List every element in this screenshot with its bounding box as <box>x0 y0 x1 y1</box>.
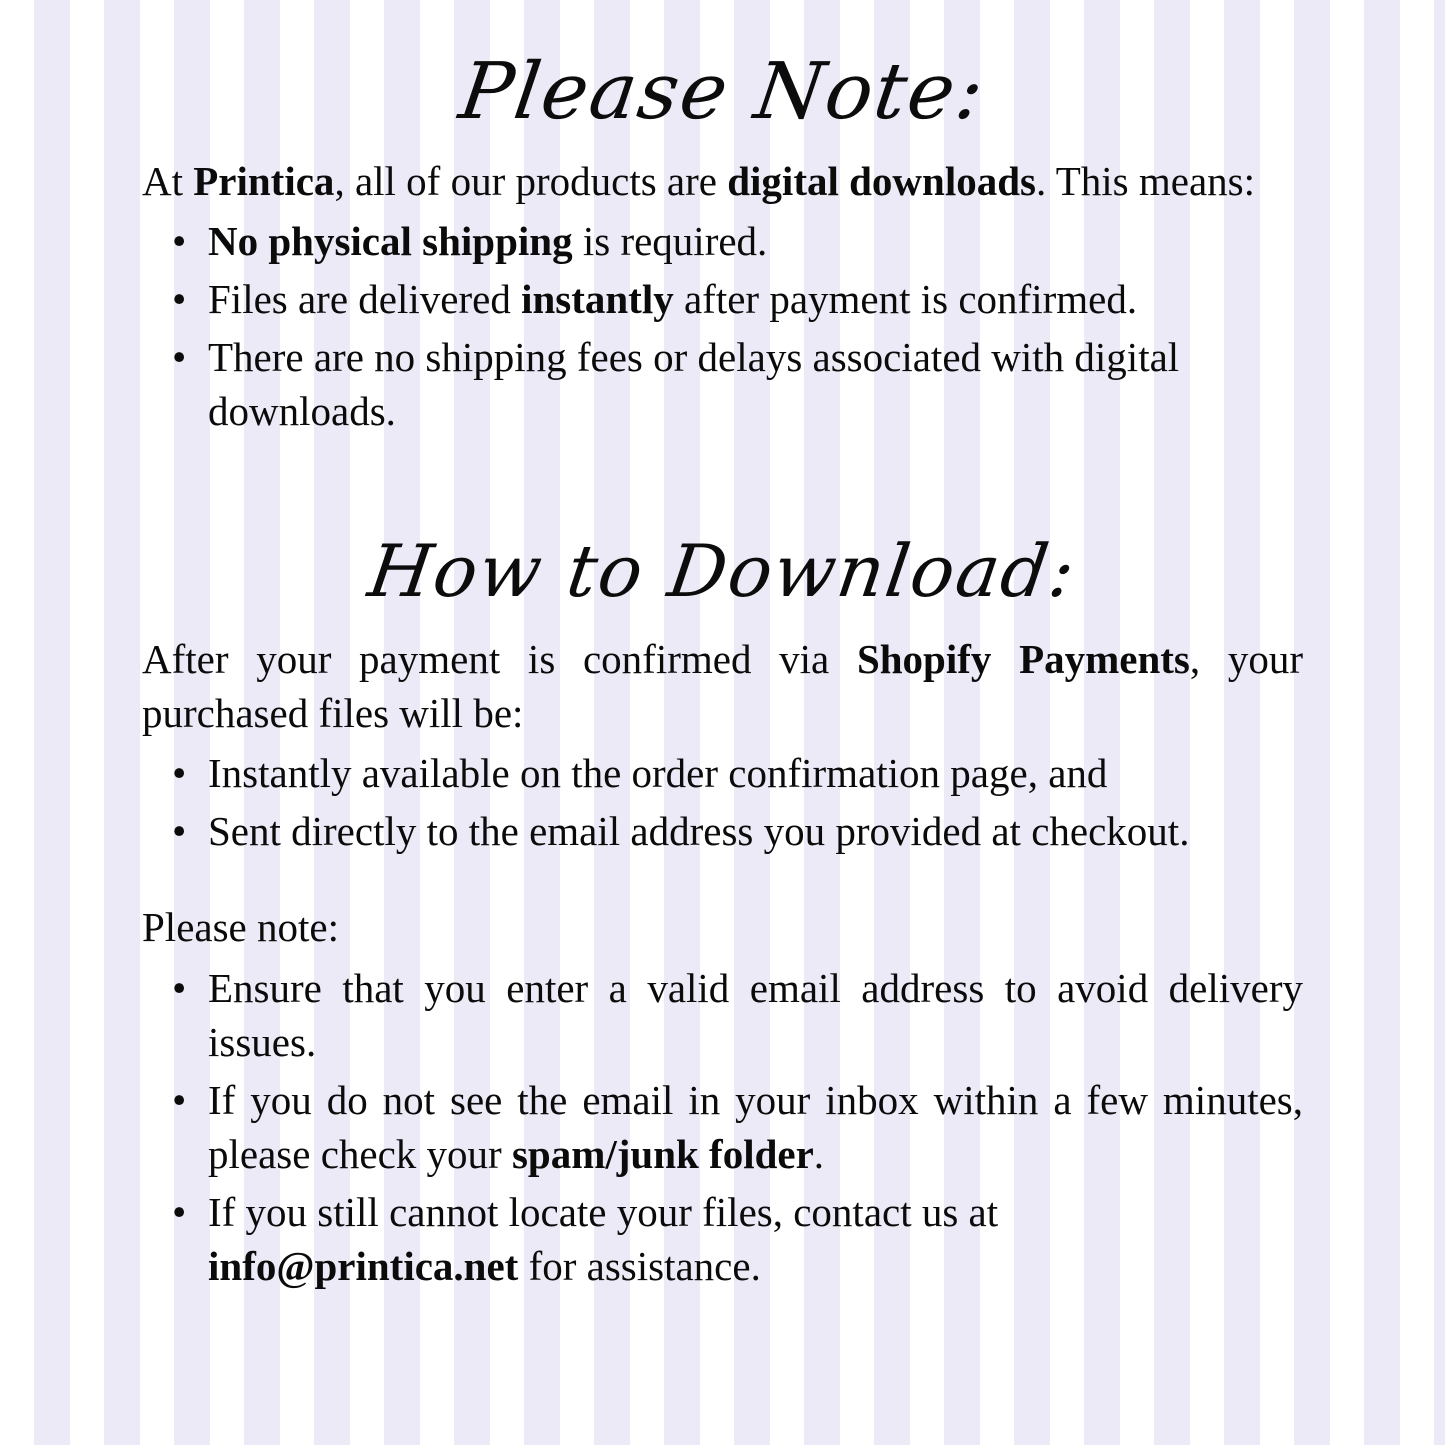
list-item: • No physical shipping is required. <box>208 214 1303 268</box>
list-item: • Ensure that you enter a valid email address to avoid delivery issues. <box>208 961 1303 1069</box>
how-to-download-intro: After your payment is confirmed via Shopify Payments, your purchased files will be: <box>142 636 1303 737</box>
please-note-bullet-list <box>142 214 1303 438</box>
list-item: • If you do not see the email in your inbox within a few minutes, please check your spam/junk folder. <box>208 1073 1303 1181</box>
how-to-download-bullet-list <box>142 746 1303 858</box>
how-to-download-heading: How to Download: <box>363 529 1082 614</box>
please-note-heading: Please Note: <box>454 47 991 137</box>
list-item: • Files are delivered instantly after payment is confirmed. <box>208 272 1303 326</box>
list-item: • Instantly available on the order confirmation page, and <box>208 746 1303 800</box>
list-item: • If you still cannot locate your files, contact us at info@printica.net for assistance. <box>208 1185 1303 1293</box>
section-spacer <box>142 864 1303 900</box>
list-item: • There are no shipping fees or delays associated with digital downloads. <box>208 330 1303 438</box>
please-note-secondary-bullet-list <box>142 961 1303 1294</box>
list-item: • Sent directly to the email address you provided at checkout. <box>208 804 1303 858</box>
please-note-intro: At Printica, all of our products are digital downloads. This means: <box>142 157 1256 204</box>
please-note-label: Please note: <box>142 904 339 951</box>
